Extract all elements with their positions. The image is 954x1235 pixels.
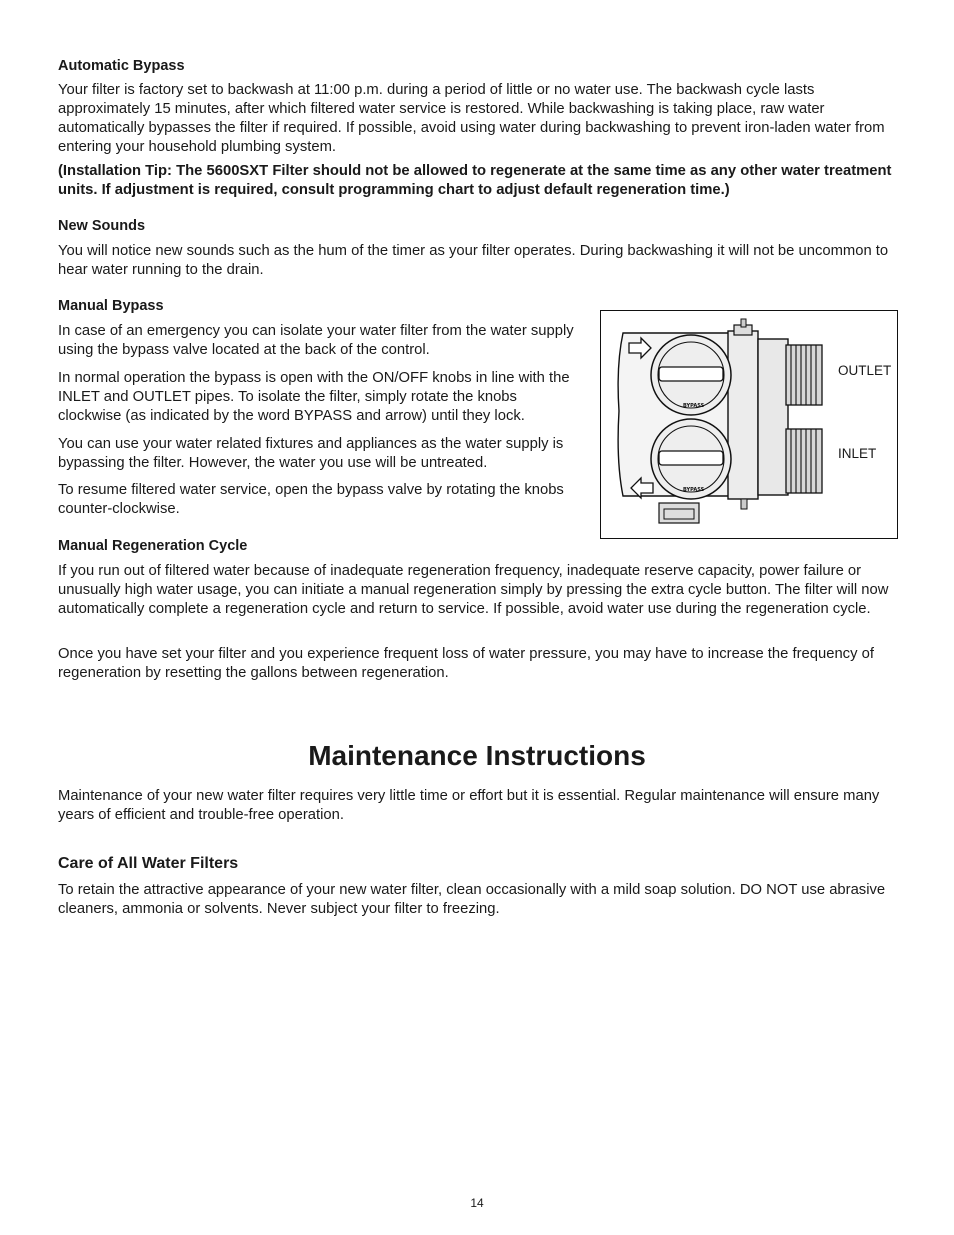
new-sounds-body: You will notice new sounds such as the hum of the timer as your filter operates. During backwashing it will not be uncommon to hear water running to the drain.: [58, 243, 889, 278]
lower-knob-label: BYPASS: [683, 487, 705, 493]
maintenance-intro: Maintenance of your new water filter requires very little time or effort but it is essential. Regular maintenance will ensure many years of efficient and trouble-free operation.: [58, 788, 880, 823]
page-number: 14: [470, 1196, 484, 1210]
inlet-label: INLET: [838, 446, 877, 461]
care-body: To retain the attractive appearance of your new water filter, clean occasionally with a mild soap solution. DO NOT use abrasive cleaners, ammonia or solvents. Never subject your filter to freezing.: [58, 882, 886, 917]
care-heading: Care of All Water Filters: [58, 855, 239, 872]
manual-regeneration-p1: If you run out of filtered water because of inadequate regeneration frequency, inadequate reserve capacity, power failure or unusually high water usage, you can initiate a manual regeneration simply by pressing the extra cycle button. The filter will now automatically complete a regeneration cycle and return to service. If possible, avoid water use during the regeneration cycle.: [58, 563, 889, 617]
manual-regeneration-heading: Manual Regeneration Cycle: [58, 538, 248, 554]
manual-bypass-p1: In case of an emergency you can isolate your water filter from the water supply using the bypass valve located at the back of the control.: [58, 323, 574, 358]
maintenance-title: Maintenance Instructions: [308, 740, 646, 771]
installation-tip: (Installation Tip: The 5600SXT Filter should not be allowed to regenerate at the same time as any other water treatment units. If adjustment is required, consult programming chart to adjust default regeneration time.): [58, 163, 892, 198]
bypass-valve-figure: [600, 310, 898, 539]
manual-bypass-p2: In normal operation the bypass is open with the ON/OFF knobs in line with the INLET and OUTLET pipes. To isolate the filter, simply rotate the knobs clockwise (as indicated by the word BYPASS and arrow) until they lock.: [58, 370, 570, 424]
bypass-valve-illustration: [601, 311, 896, 537]
automatic-bypass-heading: Automatic Bypass: [58, 58, 185, 74]
automatic-bypass-body: Your filter is factory set to backwash at 11:00 p.m. during a period of little or no water use. The backwash cycle lasts approximately 15 minutes, after which filtered water service is restored. While backwashing is taking place, raw water automatically bypasses the filter if required. If possible, avoid using water during backwashing to prevent iron-laden water from entering your household plumbing system.: [58, 82, 885, 155]
manual-regeneration-p2: Once you have set your filter and you experience frequent loss of water pressure, you may have to increase the frequency of regeneration by resetting the gallons between regeneration.: [58, 646, 874, 681]
manual-bypass-heading: Manual Bypass: [58, 298, 164, 314]
upper-knob-label: BYPASS: [683, 403, 705, 409]
outlet-label: OUTLET: [838, 363, 892, 378]
manual-bypass-p4: To resume filtered water service, open the bypass valve by rotating the knobs counter-clockwise.: [58, 482, 564, 517]
new-sounds-heading: New Sounds: [58, 218, 146, 234]
manual-bypass-p3: You can use your water related fixtures and appliances as the water supply is bypassing the filter. However, the water you use will be untreated.: [58, 436, 564, 471]
